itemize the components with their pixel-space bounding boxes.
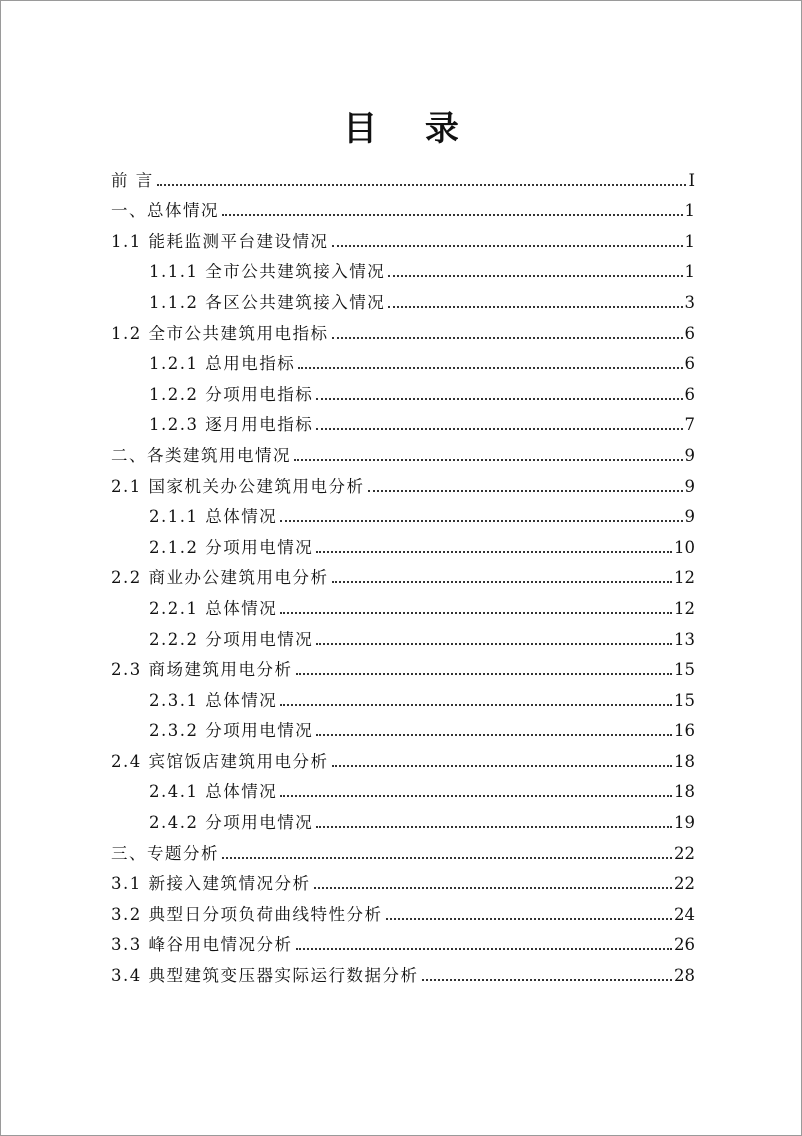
toc-entry-page-number: I bbox=[688, 170, 695, 190]
toc-entry[interactable] bbox=[111, 955, 695, 986]
toc-entry-page-number: 6 bbox=[684, 384, 695, 404]
toc-entry[interactable] bbox=[111, 802, 695, 833]
toc-entry-page-number: 1 bbox=[684, 201, 695, 221]
toc-entry-page-number: 6 bbox=[684, 323, 695, 343]
toc-entry-label: 2.4.2 分项用电情况 bbox=[149, 813, 314, 833]
toc-entry[interactable] bbox=[111, 619, 695, 650]
toc-entry[interactable] bbox=[111, 527, 695, 558]
toc-entry-label: 3.2 典型日分项负荷曲线特性分析 bbox=[111, 904, 383, 924]
toc-entry[interactable] bbox=[111, 313, 695, 344]
dot-leader bbox=[157, 184, 687, 186]
toc-entry-label: 二、各类建筑用电情况 bbox=[111, 445, 291, 465]
toc-entry-page-number: 22 bbox=[674, 843, 695, 863]
toc-entry[interactable] bbox=[111, 160, 695, 191]
toc-entry[interactable] bbox=[111, 221, 695, 252]
toc-entry-page-number: 3 bbox=[684, 292, 695, 312]
dot-leader bbox=[422, 979, 673, 981]
toc-entry[interactable] bbox=[111, 191, 695, 222]
toc-entry[interactable] bbox=[111, 711, 695, 742]
toc-entry-label: 2.4.1 总体情况 bbox=[149, 782, 278, 802]
toc-entry[interactable] bbox=[111, 344, 695, 375]
dot-leader bbox=[316, 643, 672, 645]
dot-leader bbox=[316, 428, 682, 430]
dot-leader bbox=[280, 795, 672, 797]
toc-entry-page-number: 18 bbox=[674, 751, 695, 771]
dot-leader bbox=[280, 520, 682, 522]
dot-leader bbox=[386, 918, 673, 920]
toc-entry[interactable] bbox=[111, 497, 695, 528]
toc-entry-label: 2.1.2 分项用电情况 bbox=[149, 537, 314, 557]
toc-entry-page-number: 1 bbox=[684, 262, 695, 282]
dot-leader bbox=[332, 765, 673, 767]
toc-entry-page-number: 1 bbox=[684, 231, 695, 251]
toc-entry-label: 2.3 商场建筑用电分析 bbox=[111, 660, 293, 680]
toc-entry-page-number: 9 bbox=[684, 507, 695, 527]
toc-entry[interactable] bbox=[111, 925, 695, 956]
toc-entry-label: 3.4 典型建筑变压器实际运行数据分析 bbox=[111, 966, 419, 986]
toc-entry-label: 2.3.2 分项用电情况 bbox=[149, 721, 314, 741]
dot-leader bbox=[296, 948, 673, 950]
toc-entry-page-number: 15 bbox=[674, 690, 695, 710]
dot-leader bbox=[280, 704, 672, 706]
toc-entry-page-number: 9 bbox=[684, 445, 695, 465]
toc-entry-label: 前 言 bbox=[111, 170, 154, 190]
toc-entry[interactable] bbox=[111, 558, 695, 589]
toc-entry[interactable] bbox=[111, 282, 695, 313]
toc-entry[interactable] bbox=[111, 466, 695, 497]
toc-entry[interactable] bbox=[111, 252, 695, 283]
dot-leader bbox=[298, 367, 682, 369]
toc-entry-page-number: 22 bbox=[674, 874, 695, 894]
table-of-contents bbox=[111, 160, 695, 986]
toc-entry-label: 1.2.3 逐月用电指标 bbox=[149, 415, 314, 435]
dot-leader bbox=[280, 612, 672, 614]
toc-entry-label: 三、专题分析 bbox=[111, 843, 219, 863]
toc-entry-label: 2.3.1 总体情况 bbox=[149, 690, 278, 710]
toc-entry-label: 2.2.1 总体情况 bbox=[149, 598, 278, 618]
toc-entry-page-number: 16 bbox=[674, 721, 695, 741]
toc-entry-label: 一、总体情况 bbox=[111, 201, 219, 221]
dot-leader bbox=[388, 306, 682, 308]
toc-entry-label: 1.1.2 各区公共建筑接入情况 bbox=[149, 292, 386, 312]
toc-entry-page-number: 12 bbox=[674, 568, 695, 588]
toc-entry-page-number: 10 bbox=[674, 537, 695, 557]
toc-entry-page-number: 9 bbox=[684, 476, 695, 496]
dot-leader bbox=[316, 826, 672, 828]
toc-entry-label: 1.1 能耗监测平台建设情况 bbox=[111, 231, 329, 251]
dot-leader bbox=[316, 551, 672, 553]
toc-entry-label: 1.1.1 全市公共建筑接入情况 bbox=[149, 262, 386, 282]
toc-entry-page-number: 15 bbox=[674, 660, 695, 680]
toc-entry-label: 2.2.2 分项用电情况 bbox=[149, 629, 314, 649]
toc-entry-page-number: 7 bbox=[684, 415, 695, 435]
dot-leader bbox=[294, 459, 683, 461]
toc-entry-page-number: 18 bbox=[674, 782, 695, 802]
toc-entry[interactable] bbox=[111, 833, 695, 864]
toc-entry[interactable] bbox=[111, 650, 695, 681]
dot-leader bbox=[222, 857, 672, 859]
toc-entry-label: 2.4 宾馆饭店建筑用电分析 bbox=[111, 751, 329, 771]
page-title: 目 录 bbox=[343, 109, 477, 149]
toc-entry-label: 2.1 国家机关办公建筑用电分析 bbox=[111, 476, 365, 496]
toc-entry-label: 3.3 峰谷用电情况分析 bbox=[111, 935, 293, 955]
toc-entry[interactable] bbox=[111, 588, 695, 619]
dot-leader bbox=[388, 275, 682, 277]
toc-entry-page-number: 26 bbox=[674, 935, 695, 955]
dot-leader bbox=[332, 581, 673, 583]
dot-leader bbox=[314, 887, 673, 889]
toc-entry-label: 2.2 商业办公建筑用电分析 bbox=[111, 568, 329, 588]
toc-entry-page-number: 28 bbox=[674, 966, 695, 986]
dot-leader bbox=[296, 673, 673, 675]
toc-entry[interactable] bbox=[111, 405, 695, 436]
toc-entry[interactable] bbox=[111, 864, 695, 895]
toc-entry-label: 2.1.1 总体情况 bbox=[149, 507, 278, 527]
toc-entry-label: 3.1 新接入建筑情况分析 bbox=[111, 874, 311, 894]
toc-entry-page-number: 19 bbox=[674, 813, 695, 833]
toc-entry-page-number: 6 bbox=[684, 354, 695, 374]
toc-entry[interactable] bbox=[111, 772, 695, 803]
dot-leader bbox=[368, 490, 683, 492]
dot-leader bbox=[332, 245, 683, 247]
toc-entry-label: 1.2.1 总用电指标 bbox=[149, 354, 296, 374]
toc-entry[interactable] bbox=[111, 894, 695, 925]
toc-entry-label: 1.2 全市公共建筑用电指标 bbox=[111, 323, 329, 343]
toc-entry-page-number: 24 bbox=[674, 904, 695, 924]
toc-entry-page-number: 13 bbox=[674, 629, 695, 649]
dot-leader bbox=[316, 734, 672, 736]
dot-leader bbox=[332, 337, 683, 339]
toc-entry[interactable] bbox=[111, 374, 695, 405]
dot-leader bbox=[316, 398, 682, 400]
toc-entry[interactable] bbox=[111, 435, 695, 466]
toc-entry-page-number: 12 bbox=[674, 598, 695, 618]
toc-entry[interactable] bbox=[111, 680, 695, 711]
dot-leader bbox=[222, 214, 683, 216]
toc-entry-label: 1.2.2 分项用电指标 bbox=[149, 384, 314, 404]
toc-entry[interactable] bbox=[111, 741, 695, 772]
